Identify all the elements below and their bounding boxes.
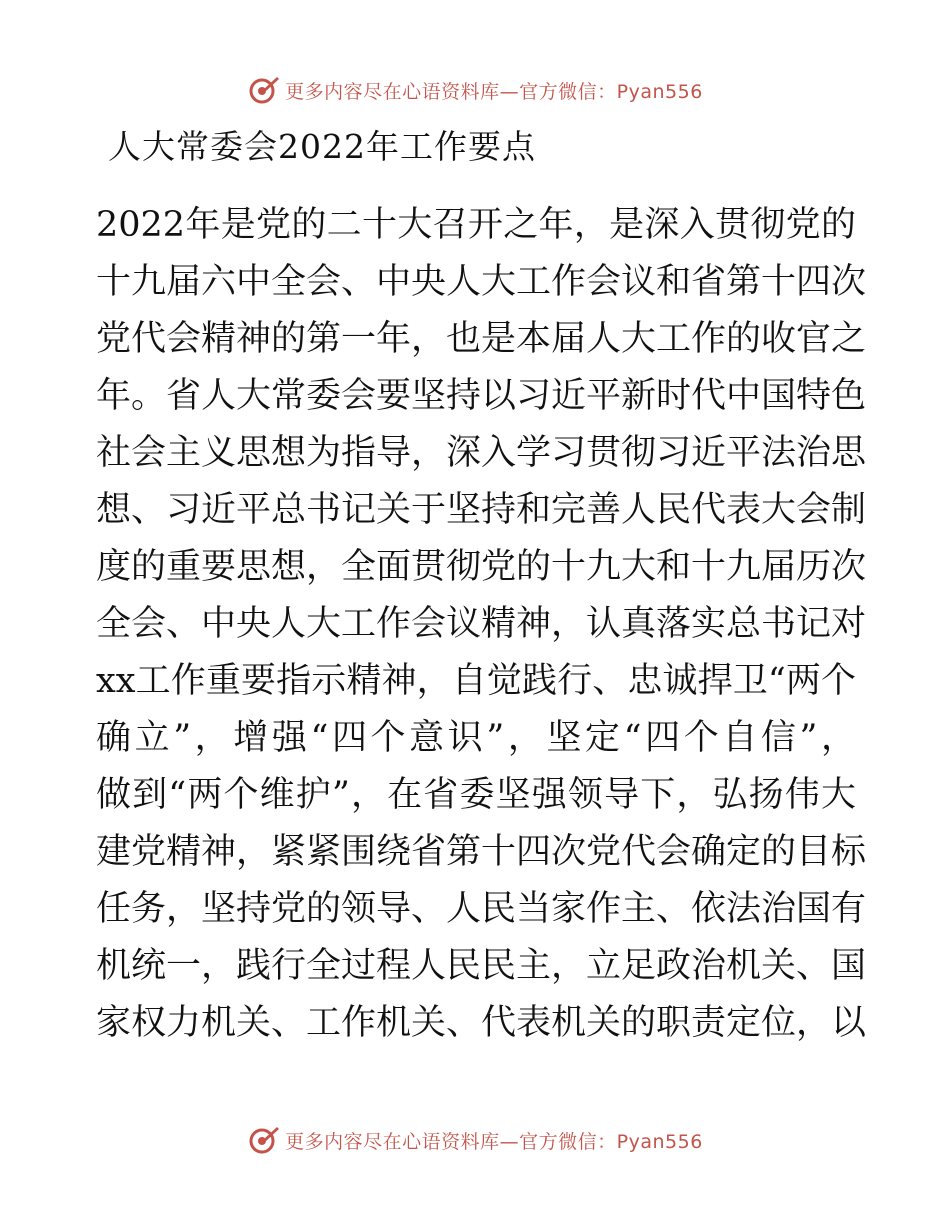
body-line: 想、习近平总书记关于坚持和完善人民代表大会制 [96,490,867,530]
watermark-text: 更多内容尽在心语资料库—官方微信：Pyan556 [285,80,703,103]
pen-logo-icon [247,73,281,107]
body-line: 党代会精神的第一年，也是本届人大工作的收官之 [96,319,867,359]
watermark-header [0,70,950,110]
watermark-footer [0,1120,950,1160]
body-line: 机统一，践行全过程人民民主，立足政治机关、国 [96,946,867,986]
body-line: 社会主义思想为指导，深入学习贯彻习近平法治思 [96,433,867,473]
body-line: xx工作重要指示精神，自觉践行、忠诚捍卫“两个 [96,661,856,701]
body-line: 建党精神，紧紧围绕省第十四次党代会确定的目标 [96,832,867,872]
body-line: 做到“两个维护”，在省委坚强领导下，弘扬伟大 [96,775,856,815]
body-line: 2022年是党的二十大召开之年，是深入贯彻党的 [96,205,856,245]
document-title: 人大常委会2022年工作要点 [108,127,536,166]
body-line: 全会、中央人大工作会议精神，认真落实总书记对 [96,604,867,644]
body-line: 任务，坚持党的领导、人民当家作主、依法治国有 [96,889,867,929]
pen-logo-icon [247,1123,281,1157]
body-line: 度的重要思想，全面贯彻党的十九大和十九届历次 [96,547,867,587]
document-body [96,197,867,1052]
body-line: 十九届六中全会、中央人大工作会议和省第十四次 [96,262,867,302]
body-line: 确立”，增强“四个意识”，坚定“四个自信”， [96,718,856,758]
body-line: 年。省人大常委会要坚持以习近平新时代中国特色 [96,376,867,416]
watermark-text: 更多内容尽在心语资料库—官方微信：Pyan556 [285,1130,703,1153]
body-line: 家权力机关、工作机关、代表机关的职责定位，以 [96,1003,867,1043]
